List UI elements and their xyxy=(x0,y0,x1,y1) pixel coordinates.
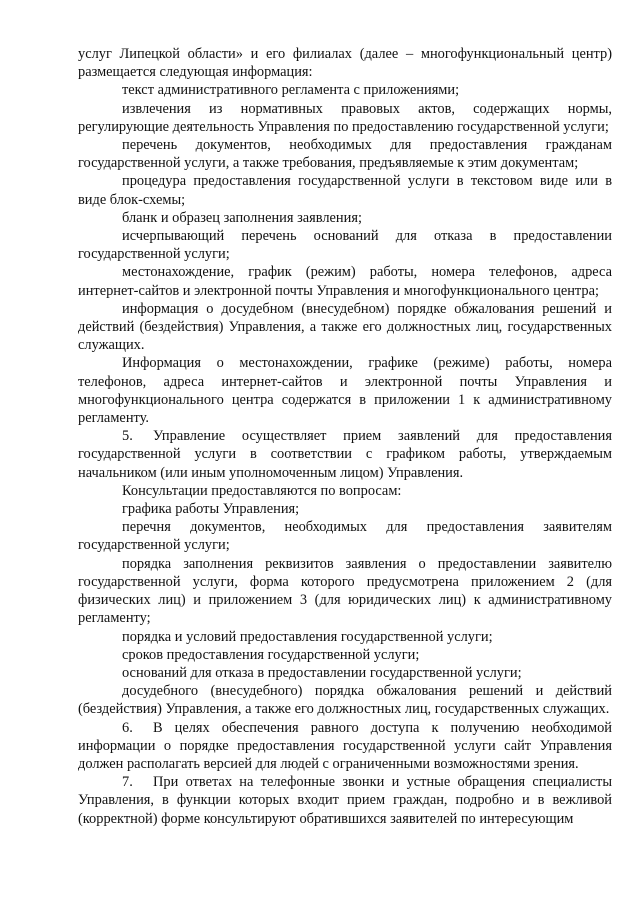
paragraph-text: перечня документов, необходимых для предоставления заявителям государственной услуги; xyxy=(78,519,612,554)
paragraph xyxy=(78,555,612,628)
paragraph-text: графика работы Управления; xyxy=(122,501,300,518)
paragraph-text: информация о досудебном (внесудебном) порядке обжалования решений и действий (бездействия) Управления, а также его должностных лиц, государственных служащих. xyxy=(78,300,612,354)
document-text-body xyxy=(78,45,612,828)
paragraph xyxy=(78,100,612,136)
paragraph-text: сроков предоставления государственной услуги; xyxy=(122,646,420,663)
paragraph-text: исчерпывающий перечень оснований для отказа в предоставлении государственной услуги; xyxy=(78,228,612,263)
numbered-paragraph xyxy=(78,719,612,774)
paragraph-text: извлечения из нормативных правовых актов, содержащих нормы, регулирующие деятельность Управления по предоставлению государственной услуги; xyxy=(78,100,612,135)
paragraph xyxy=(78,172,612,208)
paragraph xyxy=(78,500,612,518)
paragraph-number: 5. xyxy=(122,428,133,445)
paragraph-text: Консультации предоставляются по вопросам: xyxy=(122,482,402,499)
paragraph-number: 6. xyxy=(122,719,133,736)
paragraph-text: При ответах на телефонные звонки и устные обращения специалисты Управления, в функции которых входит прием граждан, подробно и в вежливой (корректной) форме консультируют обратившихся заявителей по интересующим xyxy=(78,774,612,827)
paragraph xyxy=(78,646,612,664)
paragraph xyxy=(78,482,612,500)
paragraph xyxy=(78,664,612,682)
paragraph xyxy=(78,227,612,263)
paragraph-text: В целях обеспечения равного доступа к получению необходимой информации о порядке предоставления государственной услуги сайт Управления должен располагать версией для людей с ограниченными возможностями зрения. xyxy=(78,719,612,772)
paragraph-text: оснований для отказа в предоставлении государственной услуги; xyxy=(122,664,522,681)
paragraph xyxy=(78,263,612,299)
paragraph xyxy=(78,45,612,81)
paragraph xyxy=(78,209,612,227)
paragraph-text: процедура предоставления государственной услуги в текстовом виде или в виде блок-схемы; xyxy=(78,173,612,208)
paragraph-text: порядка и условий предоставления государственной услуги; xyxy=(122,628,493,645)
paragraph xyxy=(78,300,612,355)
paragraph-number: 7. xyxy=(122,774,133,791)
paragraph-text: услуг Липецкой области» и его филиалах (далее – многофункциональный центр) размещается следующая информация: xyxy=(78,46,612,81)
paragraph-text: Информация о местонахождении, графике (режиме) работы, номера телефонов, адреса интернет-сайтов и электронной почты Управления и многофункционального центра содержатся в приложении 1 к административному регламенту. xyxy=(78,355,612,427)
paragraph xyxy=(78,354,612,427)
paragraph-text: порядка заполнения реквизитов заявления о предоставлении заявителю государственной услуги, форма которого предусмотрена приложением 2 (для физических лиц) и приложением 3 (для юридических лиц) к административному регламенту; xyxy=(78,555,612,627)
paragraph-text: досудебного (внесудебного) порядка обжалования решений и действий (бездействия) Управления, а также его должностных лиц, государственных служащих. xyxy=(78,683,612,718)
paragraph xyxy=(78,518,612,554)
paragraph-text: бланк и образец заполнения заявления; xyxy=(122,209,362,226)
paragraph xyxy=(78,628,612,646)
paragraph xyxy=(78,81,612,99)
numbered-paragraph xyxy=(78,427,612,482)
paragraph-text: текст административного регламента с приложениями; xyxy=(122,82,460,99)
paragraph-text: местонахождение, график (режим) работы, номера телефонов, адреса интернет-сайтов и электронной почты Управления и многофункционального центра; xyxy=(78,264,612,299)
paragraph xyxy=(78,136,612,172)
paragraph-text: перечень документов, необходимых для предоставления гражданам государственной услуги, а также требования, предъявляемые к этим документам; xyxy=(78,137,612,172)
paragraph-text: Управление осуществляет прием заявлений для предоставления государственной услуги в соответствии с графиком работы, утверждаемым начальником (или иным уполномоченным лицом) Управления. xyxy=(78,428,612,481)
paragraph xyxy=(78,682,612,718)
numbered-paragraph xyxy=(78,773,612,828)
